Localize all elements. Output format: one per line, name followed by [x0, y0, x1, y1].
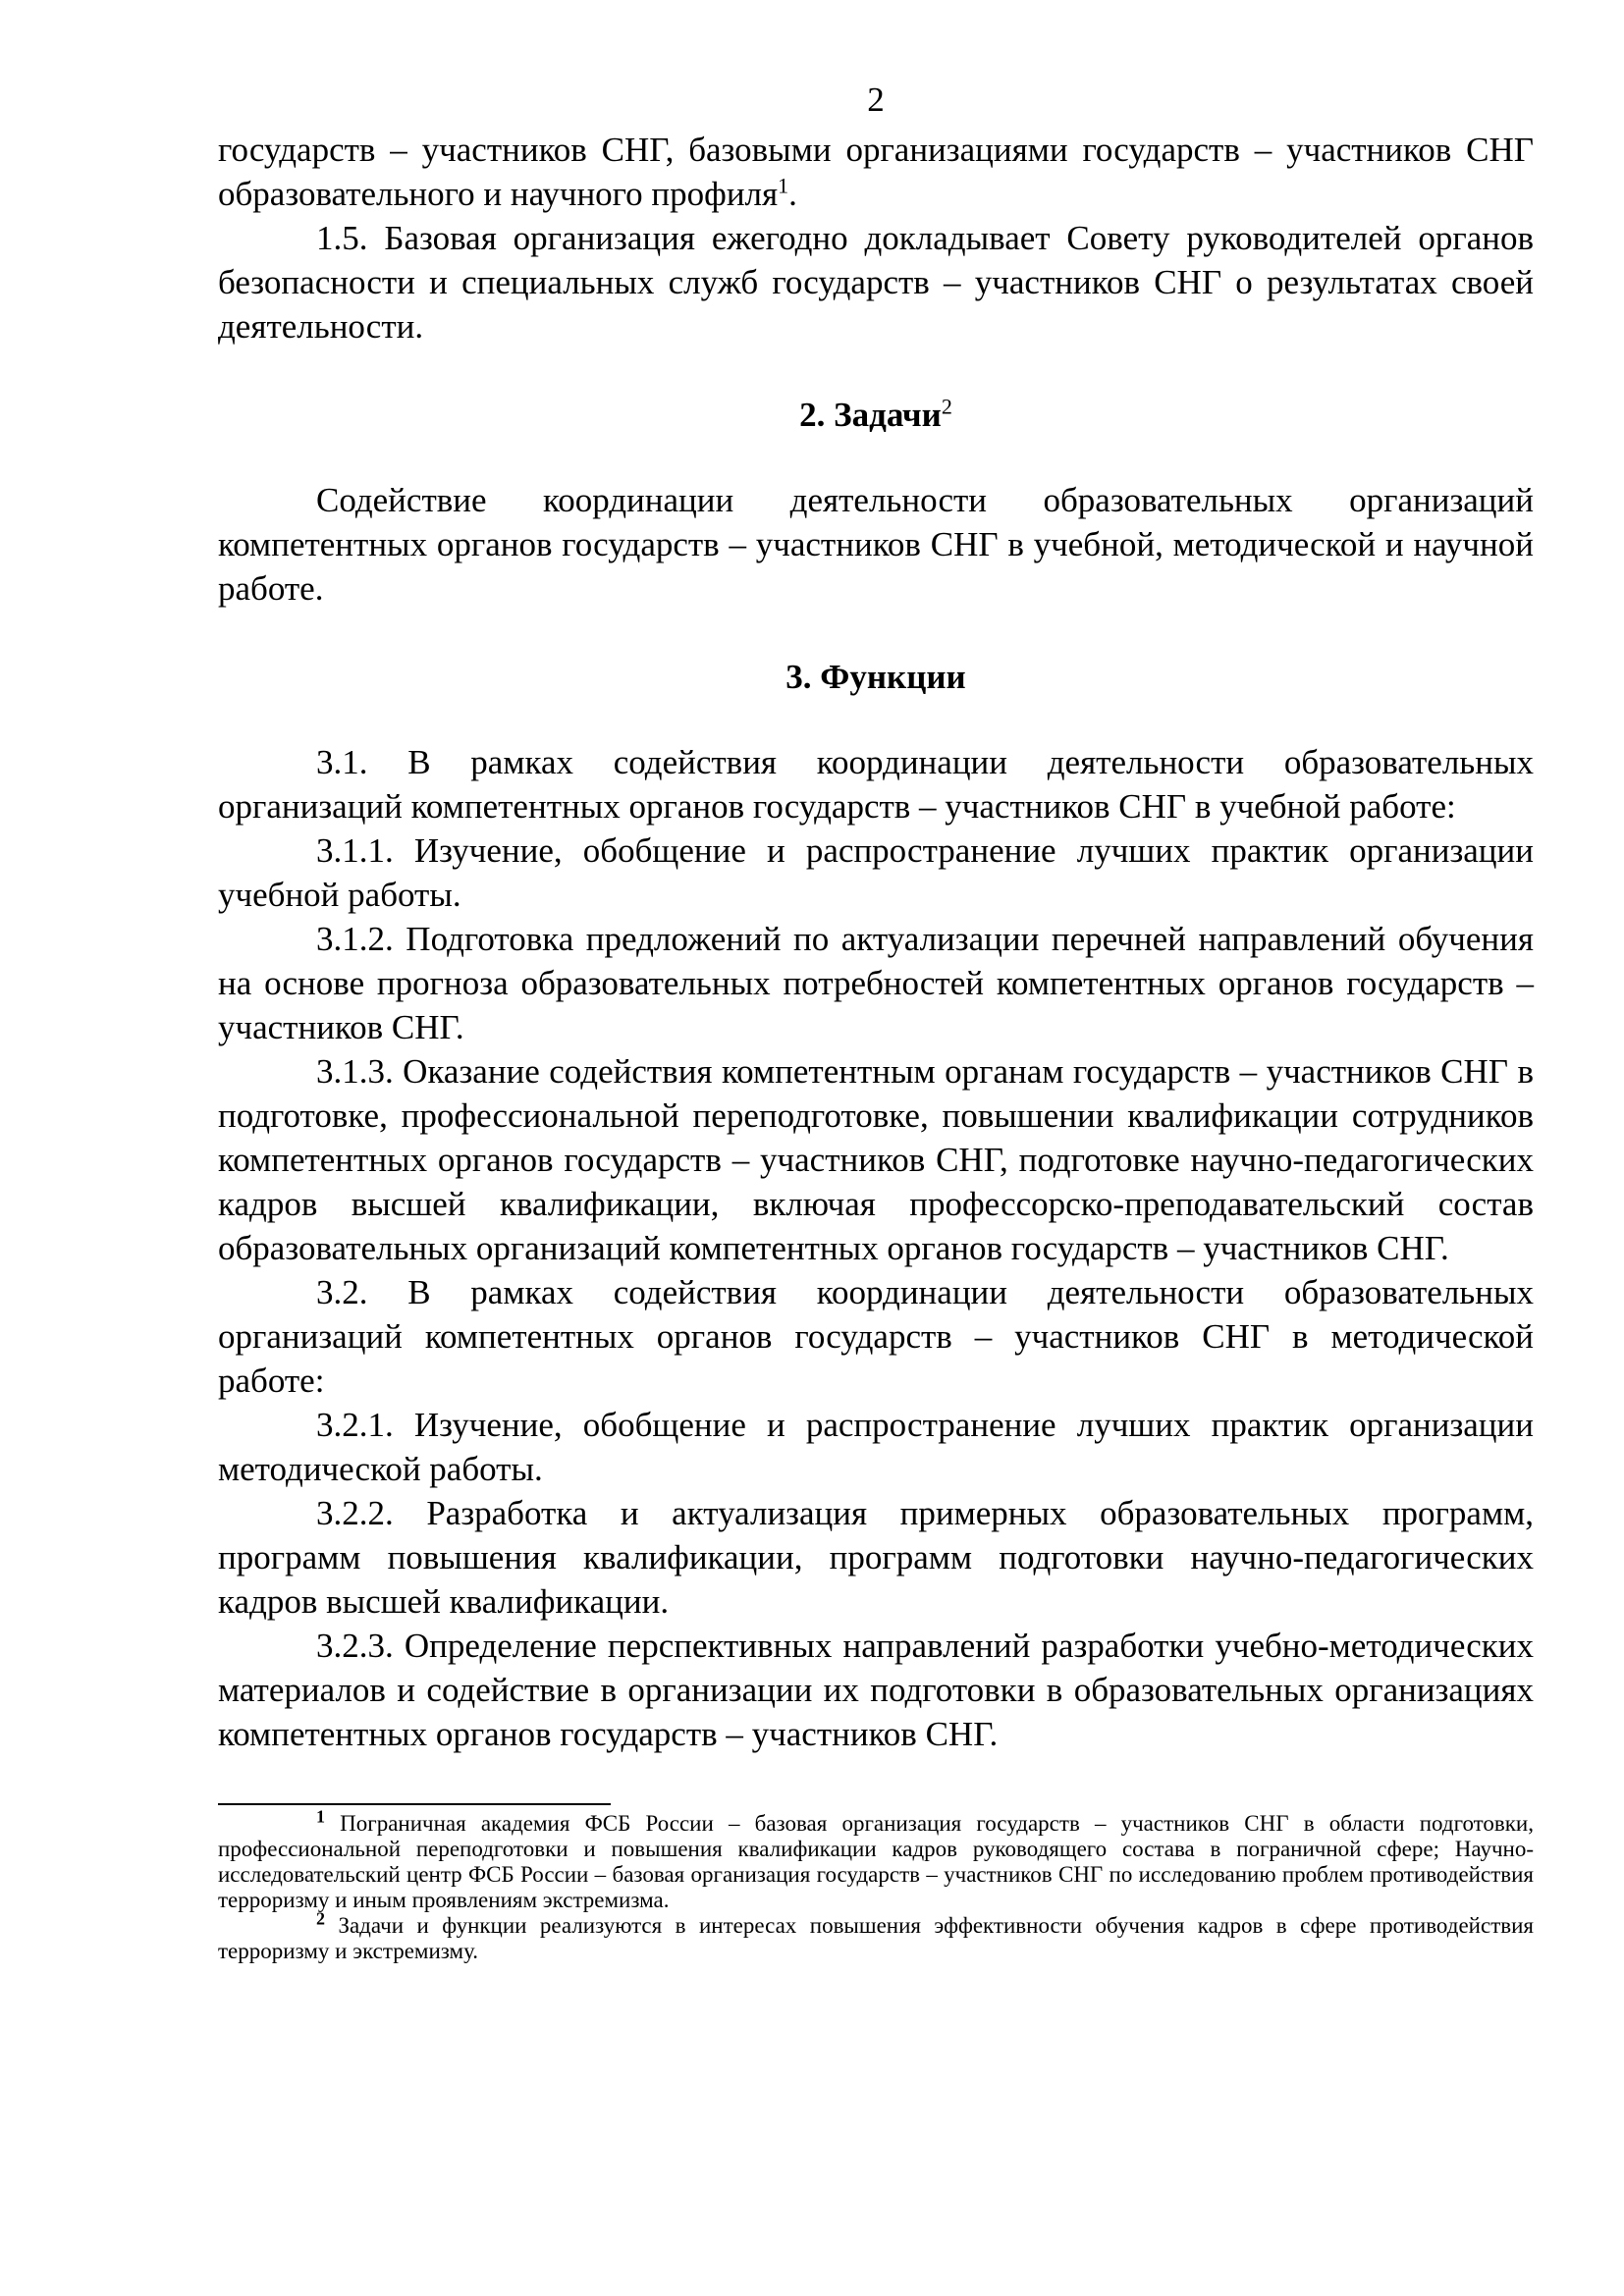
- item-3-1-2: 3.1.2. Подготовка предложений по актуализации перечней направлений обучения на основе прогноза образовательных потребностей компетентных органов государств – участников СНГ.: [218, 920, 1534, 1046]
- footnote-ref-1: 1: [778, 173, 789, 198]
- paragraph-intro-continued: государств – участников СНГ, базовыми организациями государств – участников СНГ образовательного и научного профиля$^1$.: [218, 131, 1534, 213]
- footnote-1: [218, 1806, 1534, 1913]
- paragraph-1-5: 1.5. Базовая организация ежегодно докладывает Совету руководителей органов безопасности и специальных служб государств – участников СНГ о результатах своей деятельности.: [218, 219, 1534, 346]
- section-2-text: Содействие координации деятельности образовательных организаций компетентных органов государств – участников СНГ в учебной, методической и научной работе.: [218, 481, 1534, 608]
- footnote-1-mark: 1: [316, 1806, 325, 1827]
- footnote-divider: [218, 1803, 611, 1805]
- paragraph-intro-text: государств – участников СНГ, базовыми организациями государств – участников СНГ образовательного и научного профиля: [218, 131, 1534, 213]
- section-3-heading: 3. Функции: [785, 658, 966, 696]
- page-number: 2: [867, 80, 885, 119]
- item-3-1-3: 3.1.3. Оказание содействия компетентным органам государств – участников СНГ в подготовке, профессиональной переподготовке, повышении квалификации сотрудников компетентных органов государств – участников СНГ, подготовке научно-педагогических кадров высшей квалификации, включая профессорско-преподавательский состав образовательных организаций компетентных органов государств – участников СНГ.: [218, 1052, 1534, 1267]
- footnote-ref-2: 2: [941, 394, 952, 419]
- footnote-2-mark: 2: [316, 1908, 325, 1929]
- item-3-2: 3.2. В рамках содействия координации деятельности образовательных организаций компетентных органов государств – участников СНГ в методической работе:: [218, 1273, 1534, 1400]
- footnote-2: [218, 1908, 1534, 1964]
- footnote-2-text: Задачи и функции реализуются в интересах повышения эффективности обучения кадров в сфере противодействия терроризму и экстремизму.: [218, 1913, 1534, 1963]
- document-page: [218, 79, 1534, 1964]
- item-3-2-2: 3.2.2. Разработка и актуализация примерных образовательных программ, программ повышения квалификации, программ подготовки научно-педагогических кадров высшей квалификации.: [218, 1494, 1534, 1621]
- item-3-2-1: 3.2.1. Изучение, обобщение и распространение лучших практик организации методической работы.: [218, 1406, 1534, 1488]
- footnote-1-text: Пограничная академия ФСБ России – базовая организация государств – участников СНГ в области подготовки, профессиональной переподготовки и повышения квалификации кадров руководящего состава в пограничной сфере; Научно-исследовательский центр ФСБ России – базовая организация государств – участников СНГ по исследованию проблем противодействия терроризму и иным проявлениям экстремизма.: [218, 1811, 1534, 1912]
- item-3-1: 3.1. В рамках содействия координации деятельности образовательных организаций компетентных органов государств – участников СНГ в учебной работе:: [218, 743, 1534, 826]
- section-2-title: 2. Задачи: [799, 396, 942, 434]
- item-3-1-1: 3.1.1. Изучение, обобщение и распространение лучших практик организации учебной работы.: [218, 831, 1534, 914]
- item-3-2-3: 3.2.3. Определение перспективных направлений разработки учебно-методических материалов и содействие в организации их подготовки в образовательных организациях компетентных органов государств – участников СНГ.: [218, 1627, 1534, 1753]
- section-2-heading: [218, 393, 1534, 437]
